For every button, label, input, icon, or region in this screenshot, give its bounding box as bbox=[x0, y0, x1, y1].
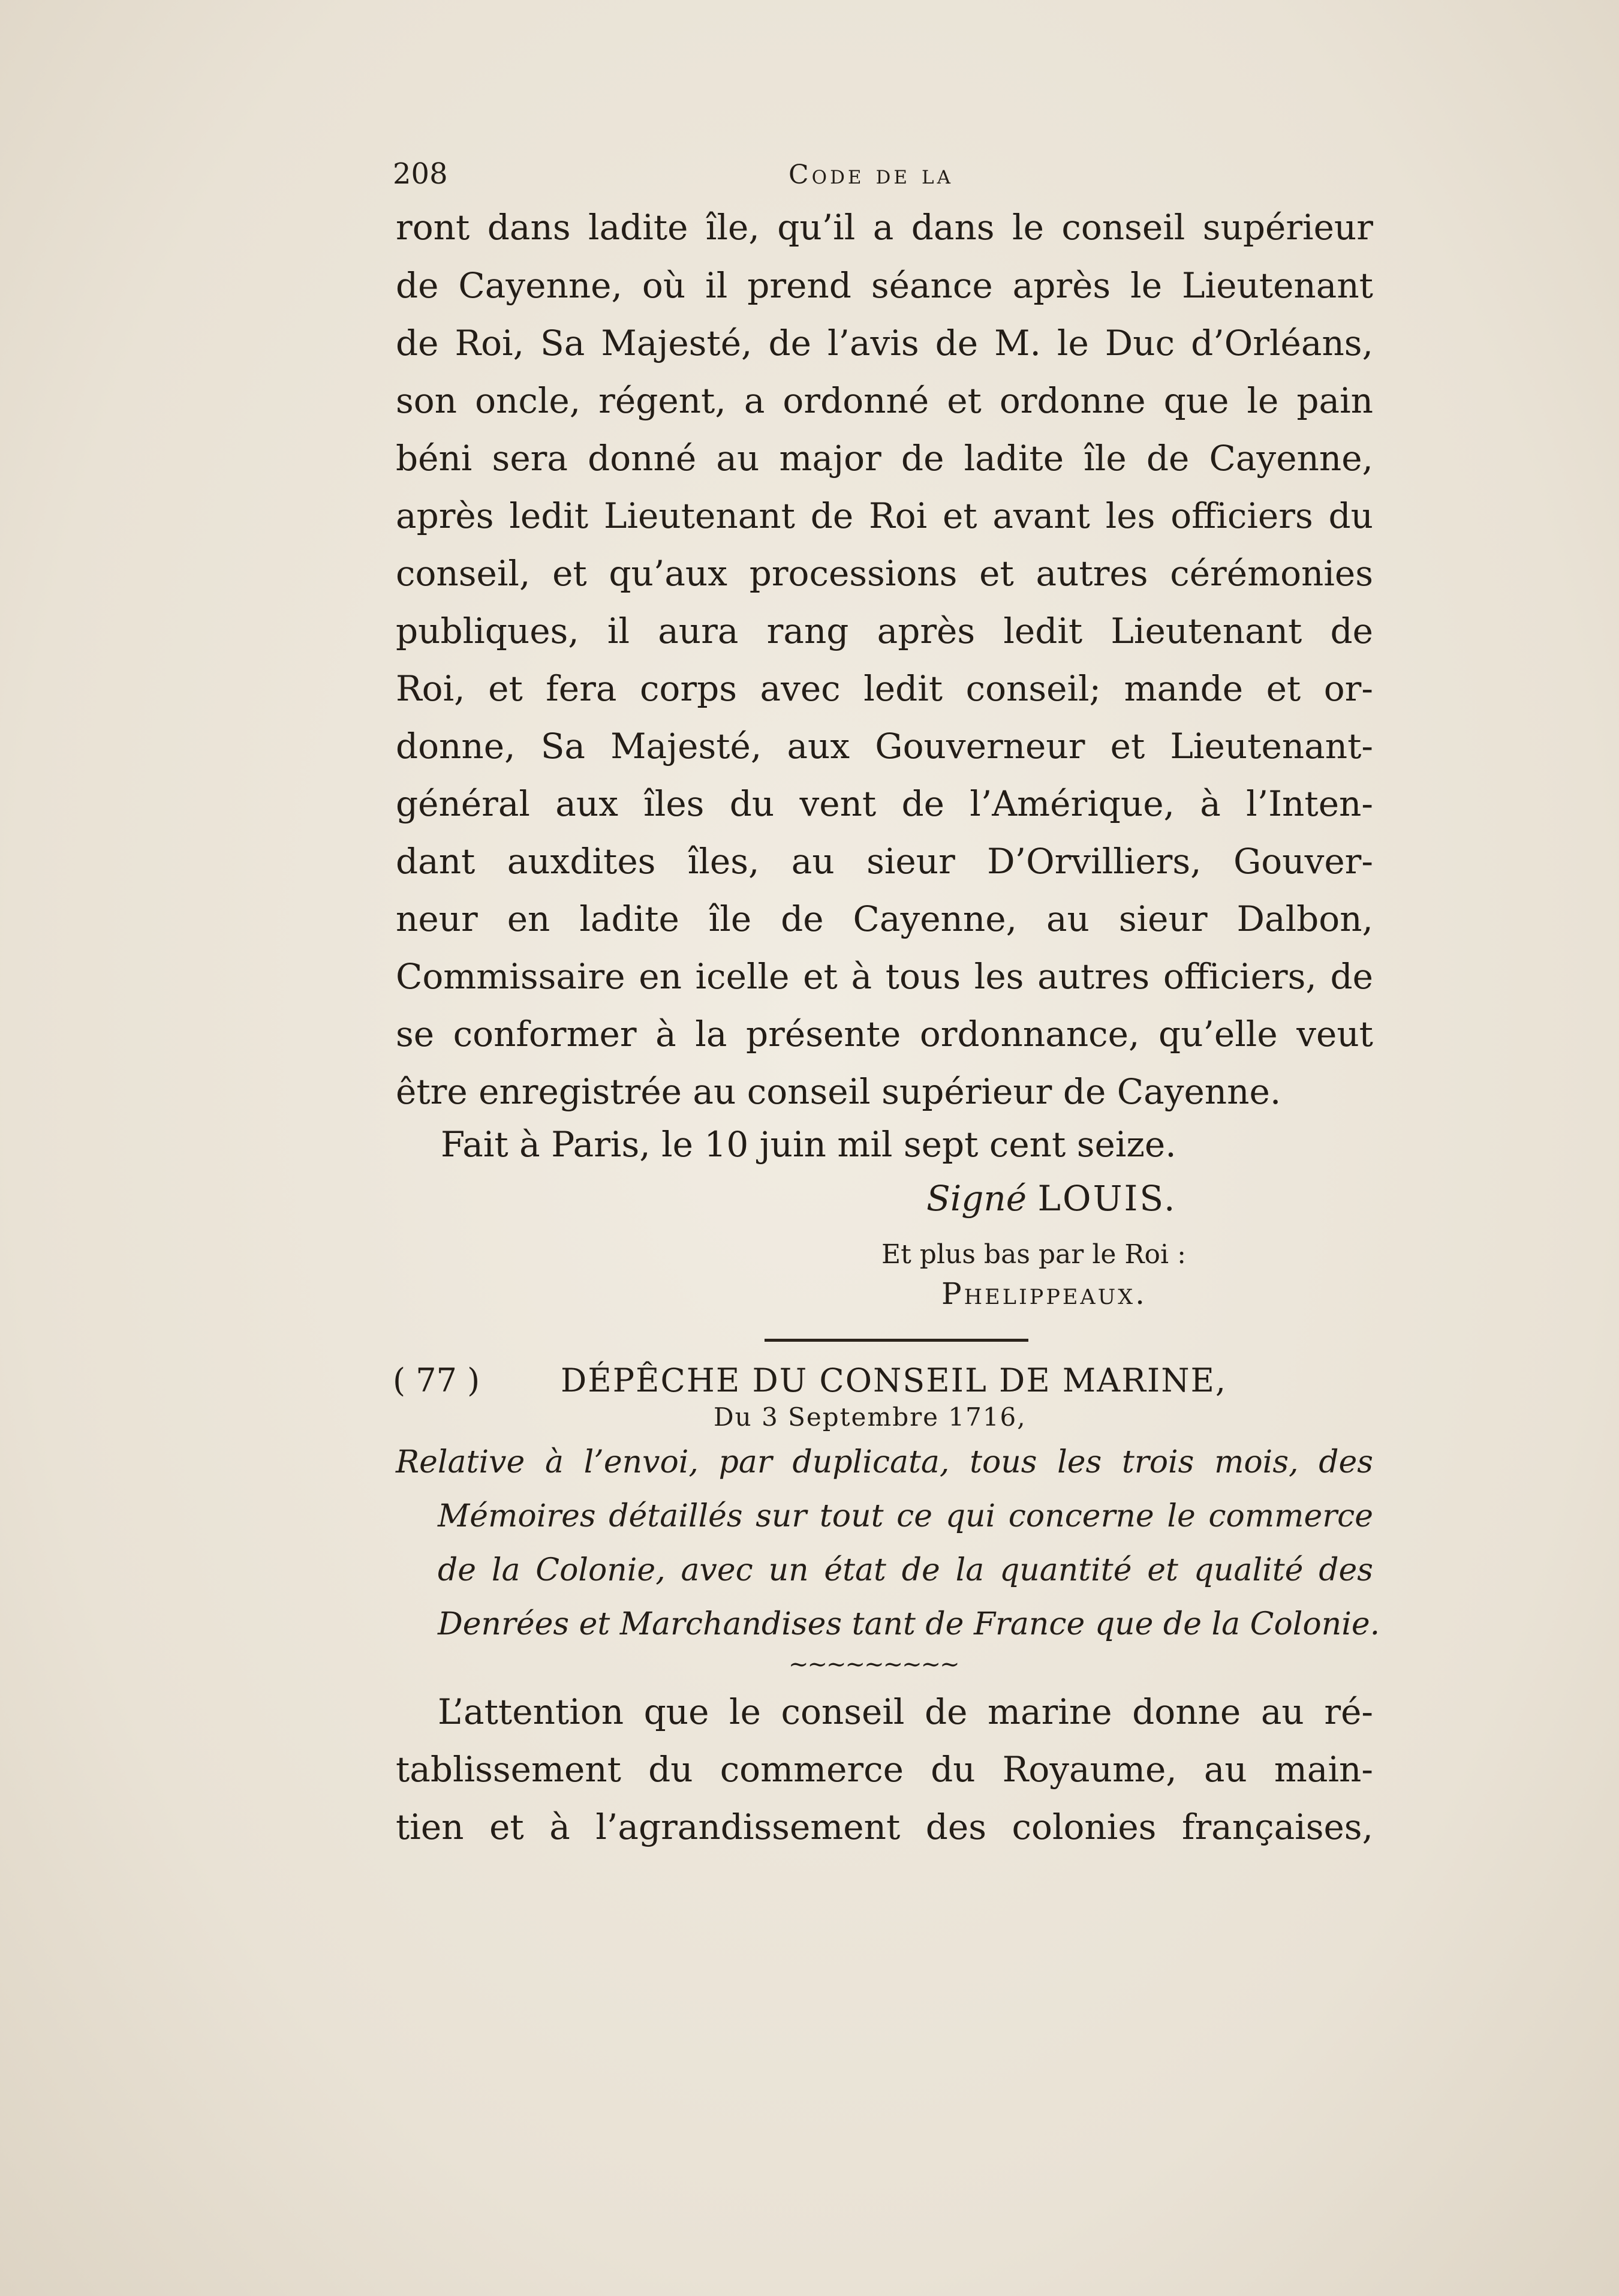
text-line: donne, Sa Majesté, aux Gouverneur et Lieutenant- bbox=[396, 726, 1373, 767]
summary-line: de la Colonie, avec un état de la quantité et qualité des bbox=[438, 1552, 1373, 1588]
entry-date: Du 3 Septembre 1716, bbox=[714, 1402, 1027, 1432]
section-rule bbox=[765, 1339, 1028, 1342]
closing-date: Fait à Paris, le 10 juin mil sept cent seize. bbox=[441, 1124, 1176, 1165]
signed-word: Signé bbox=[926, 1178, 1027, 1219]
text-line: publiques, il aura rang après ledit Lieutenant de bbox=[396, 611, 1373, 651]
text-line: général aux îles du vent de l’Amérique, à l’Inten- bbox=[396, 783, 1373, 824]
text-line: dant auxdites îles, au sieur D’Orvilliers, Gouver- bbox=[396, 841, 1373, 882]
text-line: tien et à l’agrandissement des colonies françaises, bbox=[396, 1807, 1373, 1847]
text-line: neur en ladite île de Cayenne, au sieur Dalbon, bbox=[396, 898, 1373, 939]
entry-number: ( 77 ) bbox=[393, 1362, 480, 1399]
text-line: de Roi, Sa Majesté, de l’avis de M. le Duc d’Orléans, bbox=[396, 323, 1373, 363]
signed-name: LOUIS. bbox=[1037, 1178, 1177, 1219]
text-line: après ledit Lieutenant de Roi et avant les officiers du bbox=[396, 495, 1373, 536]
text-line: être enregistrée au conseil supérieur de Cayenne. bbox=[396, 1071, 1281, 1112]
summary-line: Denrées et Marchandises tant de France que de la Colonie. bbox=[438, 1606, 1380, 1642]
ornamental-separator: ~~~~~~~~~ bbox=[789, 1651, 959, 1678]
signature-line bbox=[926, 1178, 1177, 1219]
text-line: béni sera donné au major de ladite île de Cayenne, bbox=[396, 438, 1373, 479]
text-line: Roi, et fera corps avec ledit conseil; mande et or- bbox=[396, 668, 1373, 709]
entry-title: DÉPÊCHE DU CONSEIL DE MARINE, bbox=[561, 1362, 1227, 1399]
page-number: 208 bbox=[393, 157, 448, 191]
running-title: Code de la bbox=[789, 160, 953, 190]
text-line: de Cayenne, où il prend séance après le Lieutenant bbox=[396, 265, 1373, 306]
text-line: se conformer à la présente ordonnance, qu’elle veut bbox=[396, 1014, 1373, 1054]
countersign-label: Et plus bas par le Roi : bbox=[881, 1239, 1186, 1270]
text-line: Commissaire en icelle et à tous les autres officiers, de bbox=[396, 956, 1373, 997]
summary-line: Mémoires détaillés sur tout ce qui concerne le commerce bbox=[438, 1498, 1373, 1534]
text-line: conseil, et qu’aux processions et autres cérémonies bbox=[396, 553, 1373, 594]
text-line: son oncle, régent, a ordonné et ordonne que le pain bbox=[396, 380, 1373, 421]
summary-line: Relative à l’envoi, par duplicata, tous les trois mois, des bbox=[396, 1444, 1373, 1480]
countersign-name: Phelippeaux. bbox=[941, 1276, 1148, 1311]
text-line: L’attention que le conseil de marine donne au ré- bbox=[438, 1691, 1373, 1732]
text-line: tablissement du commerce du Royaume, au main- bbox=[396, 1749, 1373, 1790]
page-header bbox=[393, 157, 992, 199]
text-line: ront dans ladite île, qu’il a dans le conseil supérieur bbox=[396, 207, 1373, 248]
